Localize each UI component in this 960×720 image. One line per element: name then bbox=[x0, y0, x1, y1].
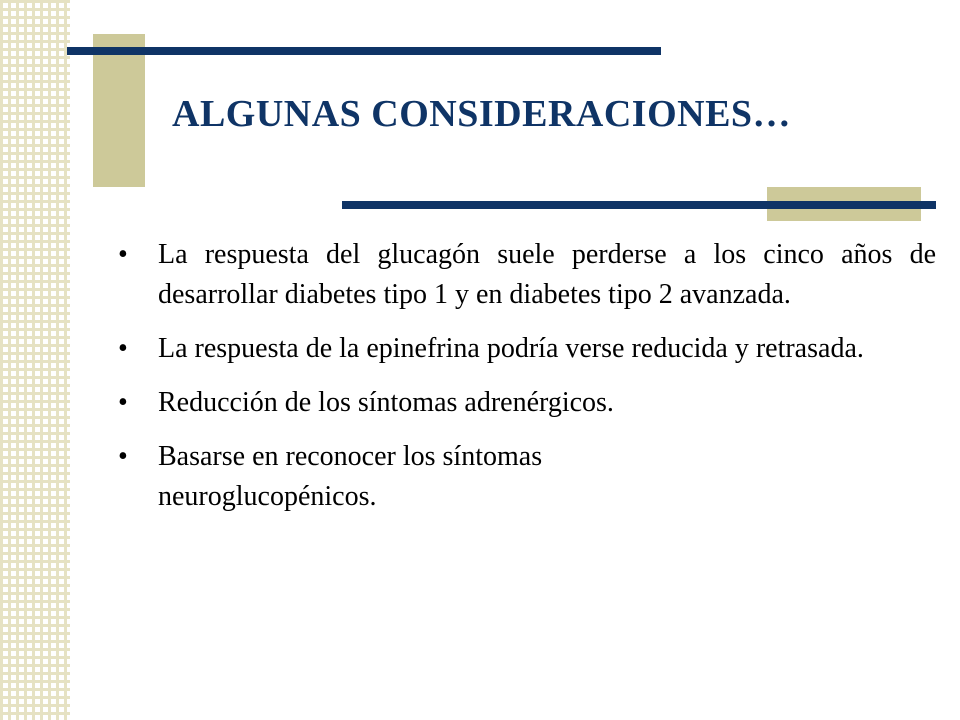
list-item bbox=[118, 329, 936, 369]
bullet-text: Reducción de los síntomas adrenérgicos. bbox=[158, 387, 614, 418]
title-rule-bottom bbox=[342, 201, 936, 209]
title-rule-top bbox=[67, 47, 661, 55]
bullet-text: La respuesta del glucagón suele perderse a los cinco años de desarrollar diabetes tipo 1 y en diabetes tipo 2 avanzada. bbox=[158, 239, 936, 310]
bullet-marker: • bbox=[118, 239, 128, 270]
bullet-marker: • bbox=[118, 387, 128, 418]
bullet-list bbox=[118, 235, 936, 531]
list-item bbox=[118, 437, 936, 517]
list-item bbox=[118, 235, 936, 315]
bullet-text: La respuesta de la epinefrina podría verse reducida y retrasada. bbox=[158, 333, 864, 364]
bullet-marker: • bbox=[118, 333, 128, 364]
list-item bbox=[118, 383, 936, 423]
left-decorative-pattern bbox=[0, 0, 70, 720]
slide-title: ALGUNAS CONSIDERACIONES… bbox=[172, 93, 792, 135]
tan-accent-block-left bbox=[93, 34, 145, 187]
bullet-marker: • bbox=[118, 441, 128, 472]
bullet-text: Basarse en reconocer los síntomas neuroglucopénicos. bbox=[158, 441, 543, 512]
